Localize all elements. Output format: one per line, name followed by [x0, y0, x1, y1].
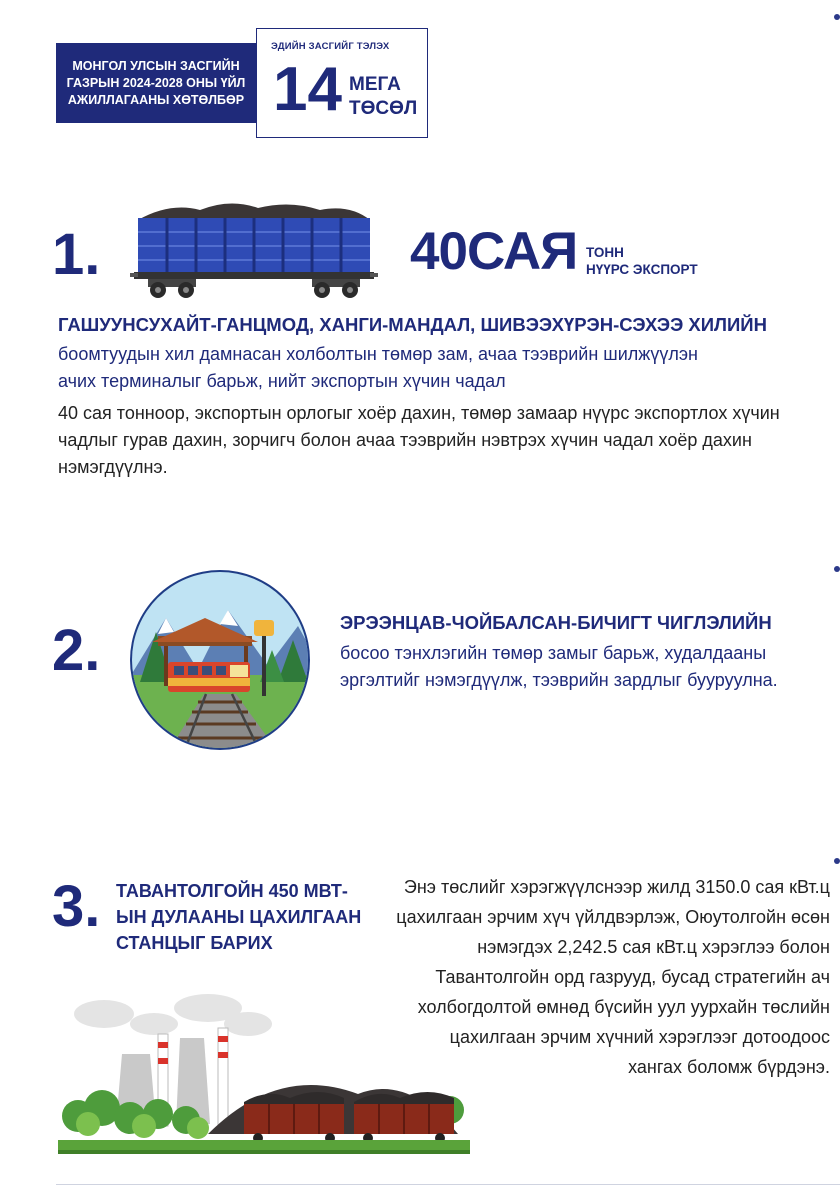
project-number: 1. — [52, 222, 101, 287]
edge-dot — [834, 858, 840, 864]
project-number: 3. — [52, 874, 101, 939]
bottom-divider — [56, 1184, 840, 1185]
project-title: ГАШУУНСУХАЙТ-ГАНЦМОД, ХАНГИ-МАНДАЛ, ШИВЭЭХҮРЭН-СЭХЭЭ ХИЛИЙН — [58, 314, 767, 335]
export-highlight: 40САЯ — [410, 222, 578, 281]
train-station-icon — [128, 570, 312, 752]
export-unit-line1: ТОНН — [586, 245, 624, 260]
program-label-line: АЖИЛЛАГААНЫ ХӨТӨЛБӨР — [67, 92, 245, 107]
project-description: 40 сая тонноор, экспортын орлогыг хоёр дахин, төмөр замаар нүүрс экспортлох хүчин чадлыг гурав дахин, зорчигч болон ачаа тээврийн нэвтрэх хүчин чадал хоёр дахин нэмэгдүүлнэ. — [58, 403, 780, 477]
export-unit — [586, 244, 698, 278]
mega-count: 14 — [273, 55, 342, 124]
project-description: босоо тэнхлэгийн төмөр замыг барьж, худалдааны эргэлтийг нэмэгдүүлж, тээврийн зардлыг бууруулна. — [340, 643, 778, 690]
mega-label — [349, 73, 417, 121]
project-text-line: ачих терминалыг барьж, нийт экспортын хүчин чадал — [58, 371, 506, 391]
mega-label-line1: МЕГА — [349, 74, 401, 95]
mega-projects-box — [256, 28, 428, 138]
program-label-box — [56, 43, 256, 123]
project-description: Энэ төслийг хэрэгжүүлснээр жилд 3150.0 сая кВт.ц цахилгаан эрчим хүч үйлдвэрлэж, Оюутолгойн өсөн нэмэгдэх 2,242.5 сая кВт.ц хэрэглээ болон Тавантолгойн орд газрууд, бусад стратегийн ач холбогдолтой өмнөд бүсийн уул уурхайн төслийн цахилгаан эрчим хүчний хэрэглээг дотоодоос хангах боломж бүрдэнэ. — [396, 877, 830, 1077]
mega-subtitle: ЭДИЙН ЗАСГИЙГ ТЭЛЭХ — [271, 41, 390, 52]
coal-train-wagon-icon — [130, 196, 378, 300]
project-number: 2. — [52, 618, 101, 683]
project-title: ЭРЭЭНЦАВ-ЧОЙБАЛСАН-БИЧИГТ ЧИГЛЭЛИЙН — [340, 612, 772, 633]
program-label-line: МОНГОЛ УЛСЫН ЗАСГИЙН — [72, 58, 240, 73]
project-text-line: боомтуудын хил дамнасан холболтын төмөр зам, ачаа тээврийн шилжүүлэн — [58, 344, 698, 364]
program-label-line: ГАЗРЫН 2024-2028 ОНЫ ҮЙЛ — [66, 75, 246, 90]
export-unit-line2: НҮҮРС ЭКСПОРТ — [586, 262, 698, 277]
mega-label-line2: ТӨСӨЛ — [349, 98, 418, 119]
project-title: ТАВАНТОЛГОЙН 450 МВТ-ЫН ДУЛААНЫ ЦАХИЛГААН СТАНЦЫГ БАРИХ — [116, 881, 362, 953]
edge-dot — [834, 14, 840, 20]
edge-dot — [834, 566, 840, 572]
power-plant-icon — [58, 994, 470, 1160]
